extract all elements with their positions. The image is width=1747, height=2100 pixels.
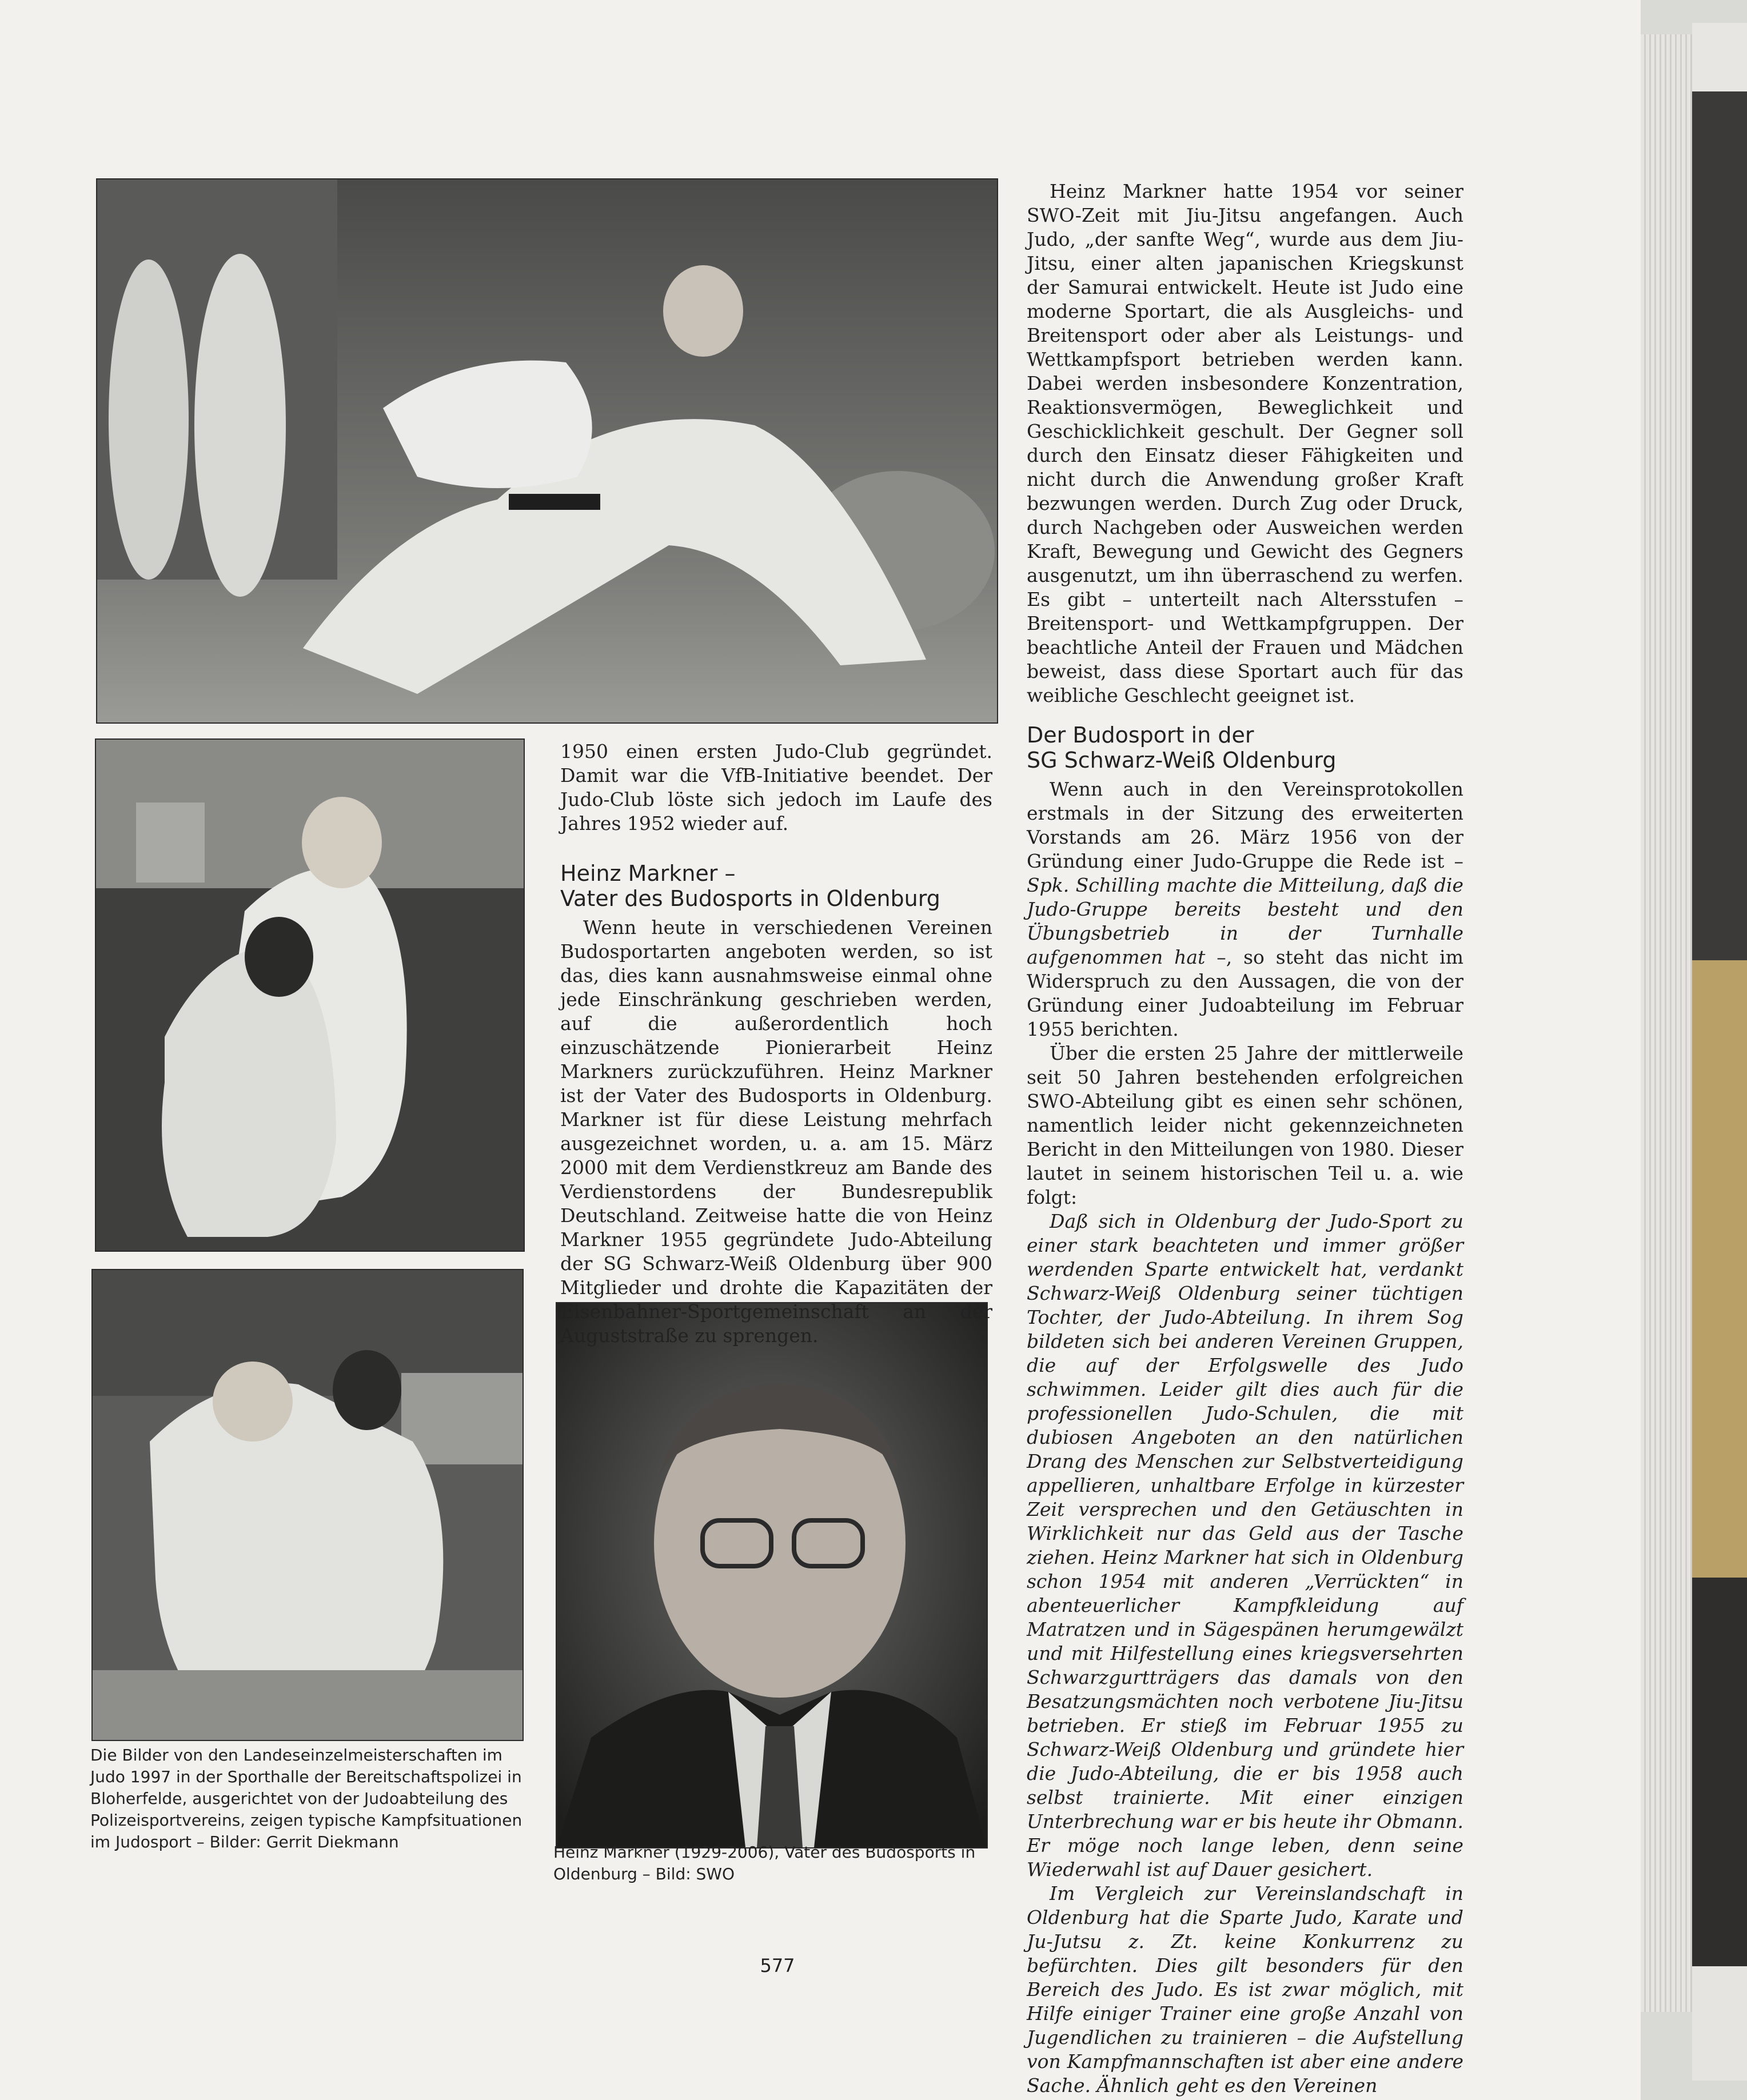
heading-line: SG Schwarz-Weiß Oldenburg <box>1027 748 1337 773</box>
quote-text: Spk. Schilling machte die Mitteilung, daß die Judo-Gruppe bereits besteht und den Übungsbetrieb in der Turnhalle aufgenommen hat <box>1027 874 1463 968</box>
quote-paragraph: Daß sich in Oldenburg der Judo-Sport zu einer stark beachteten und immer größer werdenden Sparte entwickelt hat, verdankt Schwarz-Weiß Oldenburg seiner tüchtigen Tochter, der Judo-Abteilung. In ihrem Sog bildeten sich bei anderen Vereinen Gruppen, die auf der Erfolgswelle des Judo schwimmen. Leider gilt dies auch für die professionellen Judo-Schulen, die mit dubiosen Angeboten an den natürlichen Drang des Menschen zur Selbstverteidigung appellieren, unhaltbare Erfolge in kürzester Zeit versprechen und den Getäuschten in Wirklichkeit nur das Geld aus der Tasche ziehen. Heinz Markner hat sich in Oldenburg schon 1954 mit anderen „Verrückten“ in abenteuerlicher Kampfkleidung auf Matratzen und in Sägespänen herumgewälzt und mit Hilfestellung eines kriegsversehrten Schwarzgurtträgers das damals von den Besatzungsmächten noch verbotene Jiu-Jitsu betrieben. Er stieß im Februar 1955 zu Schwarz-Weiß Oldenburg und gründete hier die Judo-Abteilung, die er bis 1958 auch selbst trainierte. Mit einer einzigen Unterbrechung war er bis heute ihr Obmann. Er möge noch lange leben, denn seine Wiederwahl ist auf Dauer gesichert. <box>1027 1210 1463 1881</box>
text-run: Wenn auch in den Vereinsprotokollen erstmals in der Sitzung des erweiterten Vorstands am 26. März 1956 von der Gründung einer Judo-Gruppe die Rede ist – <box>1027 778 1463 872</box>
book-cover-edge <box>1692 23 1747 2081</box>
portrait-caption: Heinz Markner (1929-2006), Vater des Budosports in Oldenburg – Bild: SWO <box>553 1843 976 1883</box>
paragraph: Heinz Markner hatte 1954 vor seiner SWO-Zeit mit Jiu-Jitsu angefangen. Auch Judo, „der sanfte Weg“, wurde aus dem Jiu-Jitsu, einer alten japanischen Kriegskunst der Samurai entwickelt. Heute ist Judo eine moderne Sportart, die als Ausgleichs- und Breitensport oder aber als Leistungs- und Wettkampfsport betrieben werden kann. Dabei werden insbesondere Konzentration, Reaktionsvermögen, Beweglichkeit und Geschicklichkeit geschult. Der Gegner soll durch den Einsatz dieser Fähigkeiten und nicht durch die Anwendung großer Kraft bezwungen werden. Durch Zug oder Druck, durch Nachgeben oder Ausweichen werden Kraft, Bewegung und Gewicht des Gegners ausgenutzt, um ihn überraschend zu werfen. Es gibt – unterteilt nach Altersstufen – Breitensport- und Wettkampfgruppen. Der beachtliche Anteil der Frauen und Mädchen beweist, dass diese Sportart auch für das weibliche Geschlecht geeignet ist. <box>1027 180 1463 706</box>
heading-line: Der Budosport in der <box>1027 722 1254 748</box>
judo-fight-photo <box>91 1269 524 1741</box>
quote-paragraph: Im Vergleich zur Vereinslandschaft in Oldenburg hat die Sparte Judo, Karate und Ju-Jutsu z. Zt. keine Konkurrenz zu befürchten. Dies gilt besonders für den Bereich des Judo. Es ist zwar möglich, mit Hilfe einiger Trainer eine große Anzahl von Jugendlichen zu trainieren – die Aufstellung von Kampfmannschaften ist aber eine andere Sache. Ähnlich geht es den Vereinen <box>1027 1882 1463 2097</box>
paragraph: 1950 einen ersten Judo-Club gegründet. Damit war die VfB-Initiative beendet. Der Judo-Club löste sich jedoch im Laufe des Jahres 1952 wieder auf. <box>560 740 992 835</box>
paragraph: Über die ersten 25 Jahre der mittlerweile seit 50 Jahren bestehenden erfolgreichen SWO-Abteilung gibt es einen sehr schönen, namentlich leider nicht gekennzeichneten Bericht in den Mitteilungen von 1980. Dieser lautet in seinem historischen Teil u. a. wie folgt: <box>1027 1042 1463 1208</box>
paragraph <box>1027 777 1463 1041</box>
paragraph: Wenn heute in verschiedenen Vereinen Budosportarten angeboten werden, so ist das, dies kann ausnahmsweise einmal ohne jede Einschränkung geschrieben werden, auf die außerordentlich hoch einzuschätzende Pionierarbeit Heinz Markners zurückzuführen. Heinz Markner ist der Vater des Budosports in Oldenburg. Markner ist für diese Leistung mehrfach ausgezeichnet worden, u. a. am 15. März 2000 mit dem Verdienstkreuz am Bande des Verdienstordens der Bundesrepublik Deutschland. Zeitweise hatte die von Heinz Markner 1955 gegründete Judo-Abteilung der SG Schwarz-Weiß Oldenburg über 900 Mitglieder und drohte die Kapazitäten der Eisenbahner-Sportgemeinschaft an der Auguststraße zu sprengen. <box>560 916 992 1347</box>
page-number: 577 <box>760 1955 795 1977</box>
heading-line: Vater des Budosports in Oldenburg <box>560 886 940 911</box>
judo-throw-photo <box>96 178 998 724</box>
judo-grip-photo <box>95 738 525 1252</box>
section-heading <box>560 861 992 911</box>
portrait-photo <box>556 1302 988 1849</box>
section-heading <box>1027 722 1463 773</box>
page-edge <box>1641 34 1692 2012</box>
right-column <box>1027 179 1463 2098</box>
heading-line: Heinz Markner – <box>560 861 736 886</box>
text-run: –, so steht das nicht im Widerspruch zu den Aussagen, die von der Gründung einer Judoabteilung im Februar 1955 berichten. <box>1027 946 1463 1040</box>
photo-caption: Die Bilder von den Landeseinzelmeisterschaften im Judo 1997 in der Sporthalle der Bereitschaftspolizei in Bloherfelde, ausgerichtet von der Judoabteilung des Polizeisportvereins, zeigen typische Kampfsituationen im Judosport – Bilder: Gerrit Diekmann <box>90 1746 522 1851</box>
middle-column <box>560 740 992 1348</box>
